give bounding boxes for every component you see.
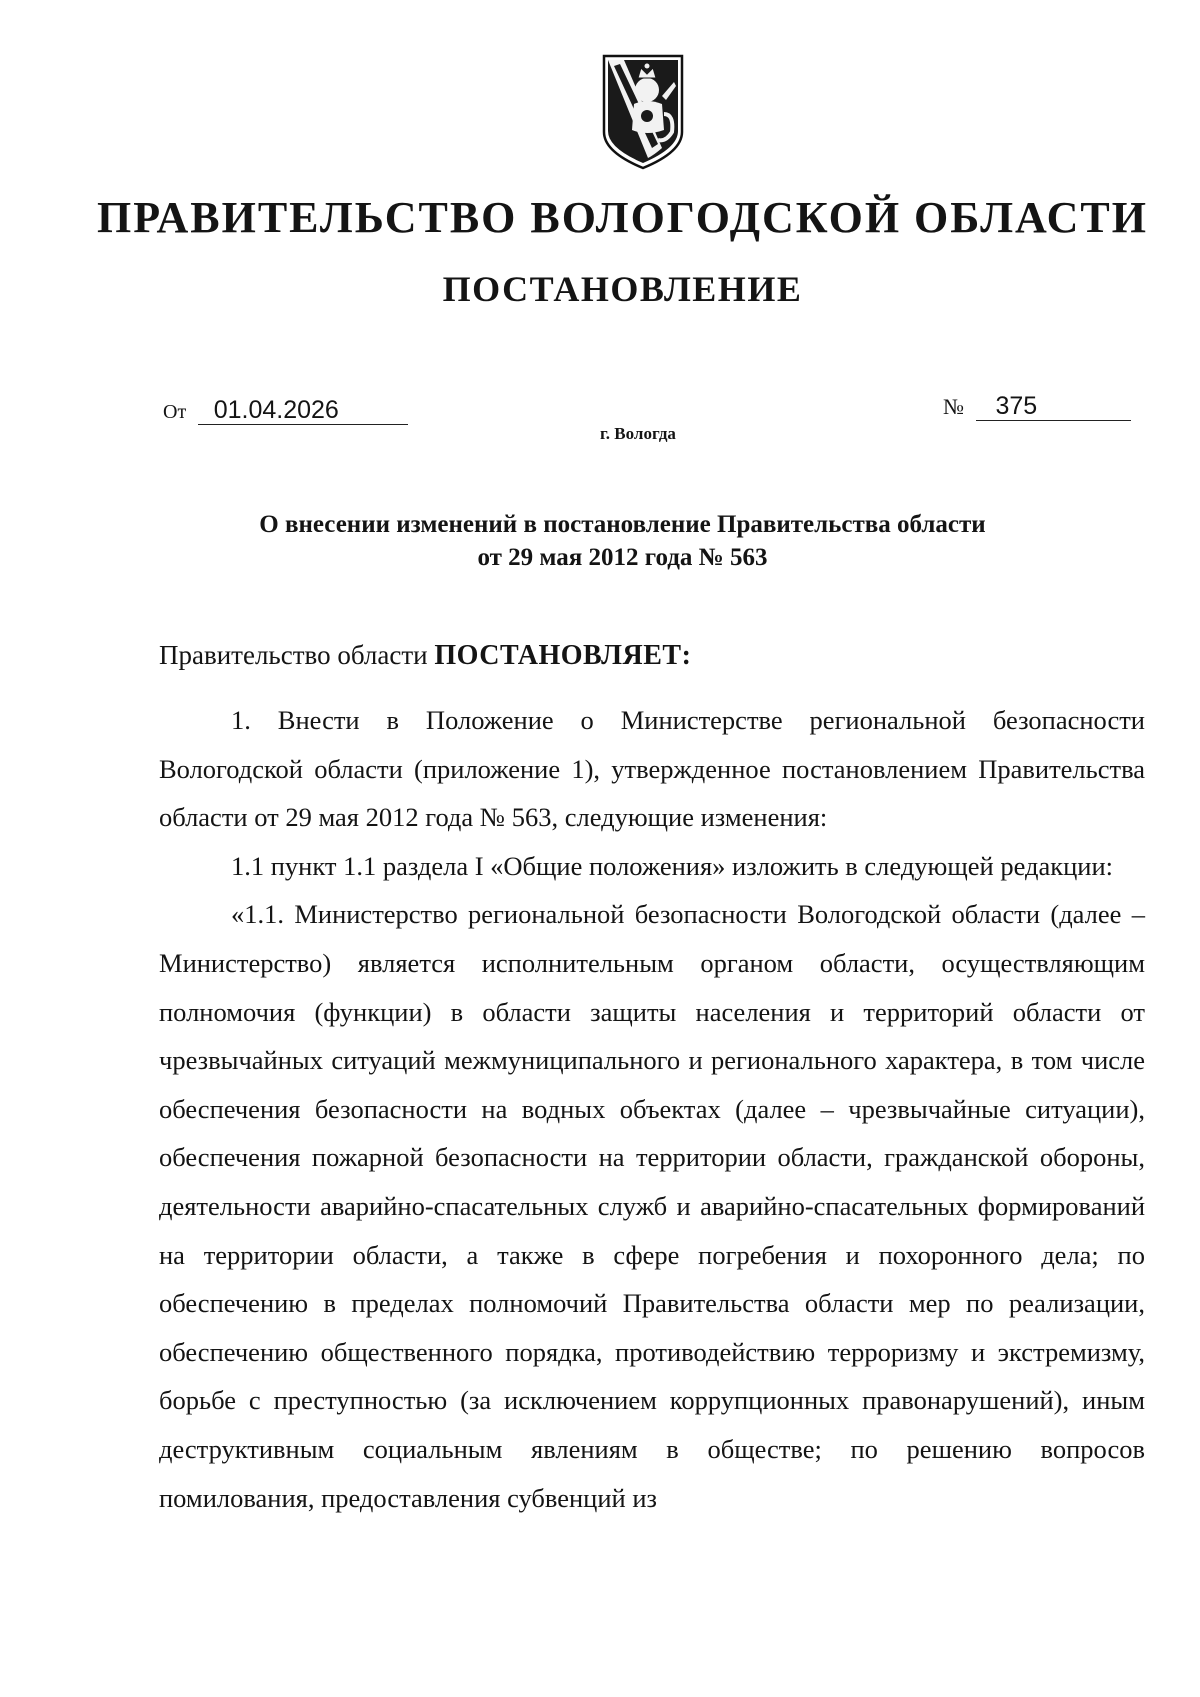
preamble-text: Правительство области xyxy=(159,640,435,670)
date-row xyxy=(163,396,408,425)
preamble xyxy=(159,640,691,672)
document-number: 375 xyxy=(976,392,1131,421)
subject-line-2: от 29 мая 2012 года № 563 xyxy=(477,544,768,571)
preamble-emphasis: ПОСТАНОВЛЯЕТ: xyxy=(434,640,692,671)
document-type: ПОСТАНОВЛЕНИЕ xyxy=(442,269,803,309)
paragraph-3: «1.1. Министерство региональной безопасности Вологодской области (далее – Министерство) является исполнительным органом области, осуществляющим полномочия (функции) в области защиты населения и территорий области от чрезвычайных ситуаций межмуниципального и регионального характера, в том числе обеспечения безопасности на водных объектах (далее – чрезвычайные ситуации), обеспечения пожарной безопасности на территории области, гражданской обороны, деятельности аварийно-спасательных служб и аварийно-спасательных формирований на территории области, а также в сфере погребения и похоронного дела; по обеспечению в пределах полномочий Правительства области мер по реализации, обеспечению общественного порядка, противодействию терроризму и экстремизму, борьбе с преступностью (за исключением коррупционных правонарушений), иным деструктивным социальным явлениям в обществе; по решению вопросов помилования, предоставления субвенций из xyxy=(159,899,1145,1513)
paragraph-2: 1.1 пункт 1.1 раздела I «Общие положения» изложить в следующей редакции: xyxy=(231,850,1114,881)
organization-title: ПРАВИТЕЛЬСТВО ВОЛОГОДСКОЙ ОБЛАСТИ xyxy=(97,193,1148,242)
document-subject xyxy=(0,508,1200,574)
subject-line-1: О внесении изменений в постановление Правительства области xyxy=(259,511,986,538)
city-name: г. Вологда xyxy=(600,424,676,443)
document-date: 01.04.2026 xyxy=(198,396,408,425)
paragraph-1: 1. Внести в Положение о Министерстве региональной безопасности Вологодской области (приложение 1), утвержденное постановлением Правительства области от 29 мая 2012 года № 563, следующие изменения: xyxy=(159,705,1145,833)
number-row xyxy=(943,392,1131,421)
date-label: От xyxy=(163,401,187,423)
coat-of-arms-icon xyxy=(600,52,686,170)
document-body xyxy=(159,696,1145,1522)
number-label: № xyxy=(943,394,964,419)
